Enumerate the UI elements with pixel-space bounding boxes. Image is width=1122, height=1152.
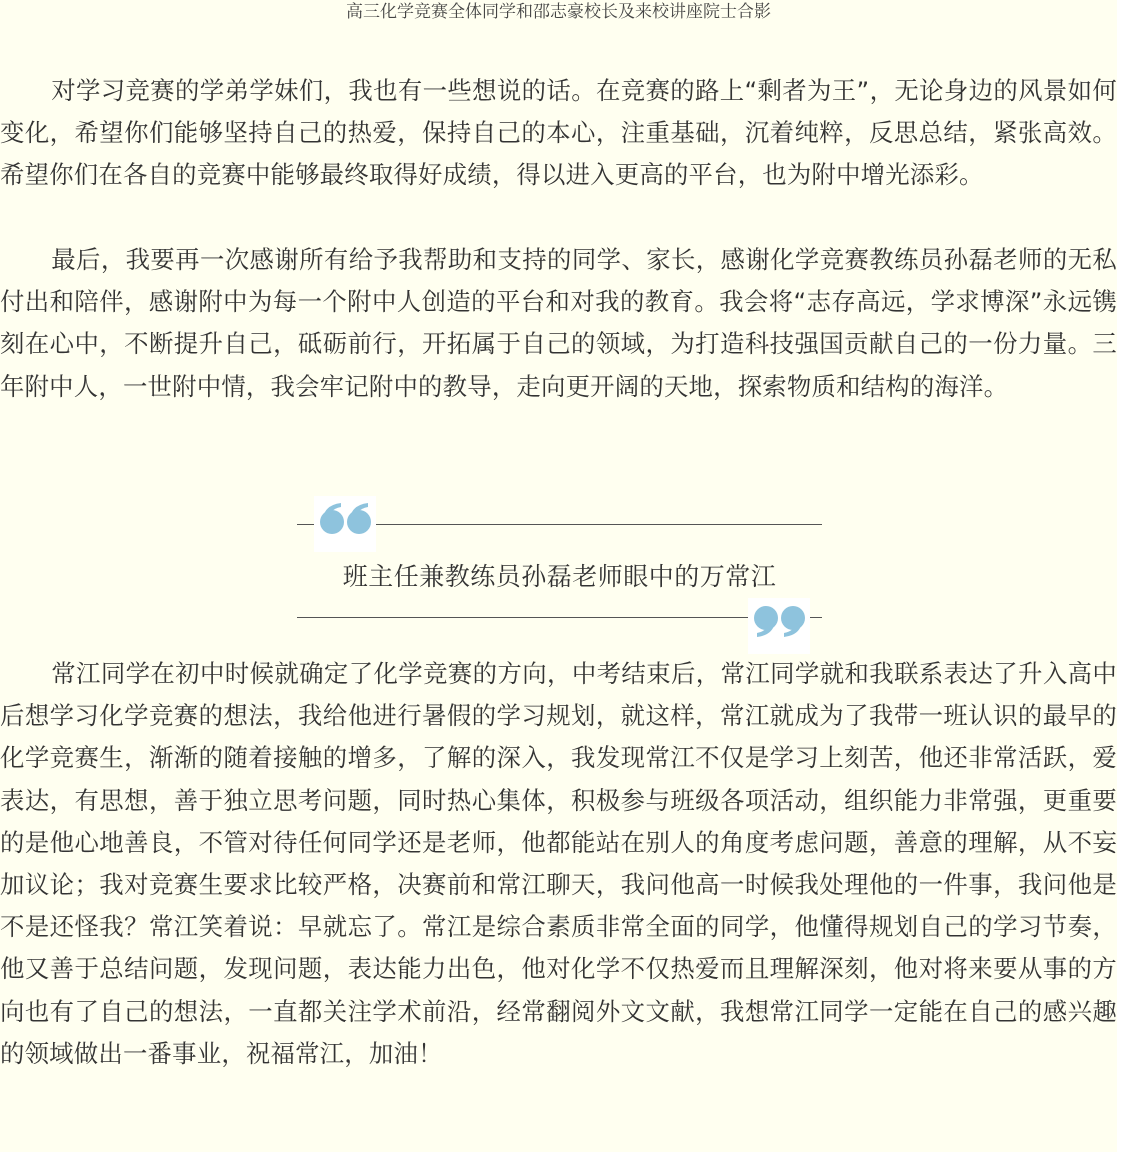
open-quote-icon <box>314 496 376 552</box>
section-heading: 班主任兼教练员孙磊老师眼中的万常江 <box>342 562 777 591</box>
close-quote-icon <box>748 598 810 654</box>
heading-divider-bottom <box>297 617 822 618</box>
paragraph-advice: 对学习竞赛的学弟学妹们，我也有一些想说的话。在竞赛的路上“剩者为王”，无论身边的风景如何变化，希望你们能够坚持自己的热爱，保持自己的本心，注重基础，沉着纯粹，反思总结，紧张高效。希望你们在各自的竞赛中能够最终取得好成绩，得以进入更高的平台，也为附中增光添彩。 <box>0 76 1117 190</box>
paragraph-thanks: 最后，我要再一次感谢所有给予我帮助和支持的同学、家长，感谢化学竞赛教练员孙磊老师的无私付出和陪伴，感谢附中为每一个附中人创造的平台和对我的教育。我会将“志存高远，学求博深”永远镌刻在心中，不断提升自己，砥砺前行，开拓属于自己的领域，为打造科技强国贡献自己的一份力量。三年附中人，一世附中情，我会牢记附中的教导，走向更开阔的天地，探索物质和结构的海洋。 <box>0 245 1117 401</box>
paragraph-teacher-comment: 常江同学在初中时候就确定了化学竞赛的方向，中考结束后，常江同学就和我联系表达了升入高中后想学习化学竞赛的想法，我给他进行暑假的学习规划，就这样，常江就成为了我带一班认识的最早的化学竞赛生，渐渐的随着接触的增多，了解的深入，我发现常江不仅是学习上刻苦，他还非常活跃，爱表达，有思想，善于独立思考问题，同时热心集体，积极参与班级各项活动，组织能力非常强，更重要的是他心地善良，不管对待任何同学还是老师，他都能站在别人的角度考虑问题，善意的理解，从不妄加议论；我对竞赛生要求比较严格，决赛前和常江聊天，我问他高一时候我处理他的一件事，我问他是不是还怪我？常江笑着说：早就忘了。常江是综合素质非常全面的同学，他懂得规划自己的学习节奏，他又善于总结问题，发现问题，表达能力出色，他对化学不仅热爱而且理解深刻，他对将来要从事的方向也有了自己的想法，一直都关注学术前沿，经常翻阅外文文献，我想常江同学一定能在自己的感兴趣的领域做出一番事业，祝福常江，加油！ <box>0 659 1117 1068</box>
image-caption: 高三化学竞赛全体同学和邵志豪校长及来校讲座院士合影 <box>346 2 771 22</box>
